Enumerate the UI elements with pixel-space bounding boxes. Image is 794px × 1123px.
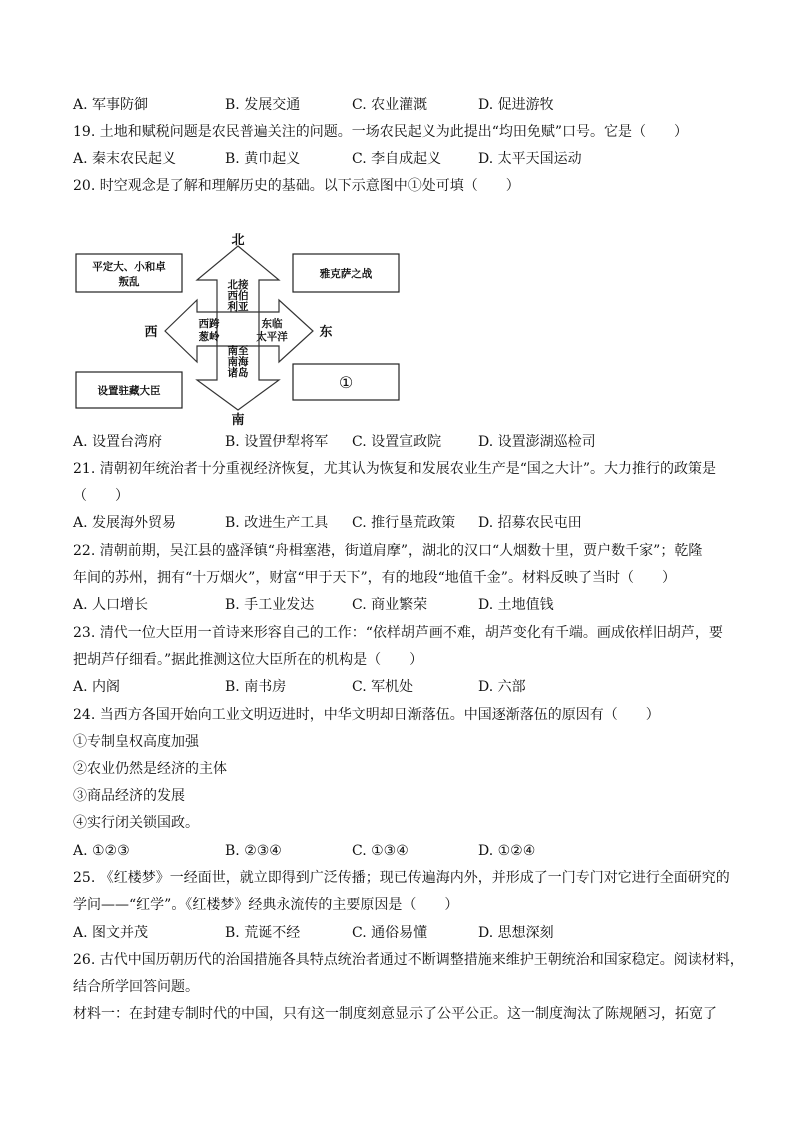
q24-item-4: ④实行闭关锁国政。: [73, 815, 199, 831]
option-c[interactable]: C. 通俗易懂: [352, 925, 428, 941]
option-a[interactable]: A. 军事防御: [73, 97, 149, 113]
box-se-placeholder: ①: [338, 373, 354, 392]
option-d[interactable]: D. 土地值钱: [478, 597, 554, 613]
box-ne-text: 雅克萨之战: [319, 268, 373, 280]
arrow-s-line2: 南海: [227, 356, 249, 368]
q19-options: [73, 149, 733, 169]
option-a[interactable]: A. 设置台湾府: [73, 434, 163, 450]
q24-stem: 24. 当西方各国开始向工业文明迈进时，中华文明却日渐落伍。中国逐渐落伍的原因有（ ）: [73, 707, 660, 723]
arrow-s-line1: 南至: [227, 345, 249, 357]
option-a[interactable]: A. ①②③: [73, 843, 130, 859]
option-a[interactable]: A. 图文并茂: [73, 925, 149, 941]
option-c[interactable]: C. 设置宣政院: [352, 434, 442, 450]
q24-item-3: ③商品经济的发展: [73, 788, 185, 804]
option-a[interactable]: A. 内阁: [73, 679, 121, 695]
q25-stem: 25. 《红楼梦》一经面世，就立即得到广泛传播；现已传遍海内外，并形成了一门专门对它进行全面研究的: [73, 870, 730, 886]
q21-stem-cont: （ ）: [73, 488, 129, 504]
option-a[interactable]: A. 人口增长: [73, 597, 149, 613]
option-d[interactable]: D. 六部: [478, 679, 526, 695]
q23-options: [73, 677, 733, 697]
q24-options: [73, 841, 733, 861]
arrow-n-line2: 西伯: [227, 290, 249, 302]
q24-item-2: ②农业仍然是经济的主体: [73, 761, 227, 777]
label-east: 东: [319, 325, 333, 340]
label-west: 西: [144, 325, 158, 340]
box-nw-line2: 叛乱: [118, 276, 140, 288]
option-b[interactable]: B. 南书房: [225, 679, 287, 695]
option-c[interactable]: C. ①③④: [352, 843, 409, 859]
option-b[interactable]: B. 荒诞不经: [225, 925, 301, 941]
arrow-n-line3: 利亚: [227, 301, 249, 313]
option-b[interactable]: B. 改进生产工具: [225, 515, 329, 531]
q25-stem-cont: 学问——“红学”。《红楼梦》经典永流传的主要原因是（ ）: [73, 897, 459, 913]
arrow-n-line1: 北接: [227, 279, 249, 291]
q22-stem-cont: 年间的苏州，拥有“十万烟火”，财富“甲于天下”，有的地段“地值千金”。材料反映了当时（ ）: [73, 570, 676, 586]
q26-stem-cont: 结合所学回答问题。: [73, 979, 199, 995]
option-d[interactable]: D. 思想深刻: [478, 925, 554, 941]
box-sw-text: 设置驻藏大臣: [97, 385, 161, 397]
q26-stem: 26. 古代中国历朝历代的治国措施各具特点统治者通过不断调整措施来维护王朝统治和国家稳定。阅读材料，: [73, 952, 744, 968]
option-a[interactable]: A. 发展海外贸易: [73, 515, 177, 531]
q21-stem: 21. 清朝初年统治者十分重视经济恢复，尤其认为恢复和发展农业生产是“国之大计”。大力推行的政策是: [73, 461, 717, 477]
label-south: 南: [231, 413, 245, 428]
q22-options: [73, 595, 733, 615]
box-nw-line1: 平定大、小和卓: [92, 261, 166, 273]
option-c[interactable]: C. 李自成起义: [352, 151, 442, 167]
label-north: 北: [231, 233, 245, 248]
arrow-s-line3: 诸岛: [227, 367, 249, 379]
q21-options: [73, 513, 733, 533]
q20-options: [73, 432, 733, 452]
q18-options: [73, 95, 733, 115]
option-c[interactable]: C. 农业灌溉: [352, 97, 428, 113]
option-d[interactable]: D. 太平天国运动: [478, 151, 582, 167]
q26-material-1: 材料一：在封建专制时代的中国，只有这一制度刻意显示了公平公正。这一制度淘汰了陈规陋习，拓宽了: [73, 1006, 717, 1022]
option-c[interactable]: C. 军机处: [352, 679, 414, 695]
q25-options: [73, 923, 733, 943]
option-b[interactable]: B. 设置伊犁将军: [225, 434, 329, 450]
option-b[interactable]: B. 手工业发达: [225, 597, 315, 613]
arrow-w-line1: 西跨: [198, 318, 220, 330]
option-d[interactable]: D. 设置澎湖巡检司: [478, 434, 596, 450]
compass-diagram: [73, 232, 413, 428]
q23-stem-cont: 把胡芦仔细看。”据此推测这位大臣所在的机构是（ ）: [73, 652, 424, 668]
option-d[interactable]: D. 促进游牧: [478, 97, 554, 113]
arrow-e-line2: 太平洋: [256, 331, 288, 343]
option-b[interactable]: B. 黄巾起义: [225, 151, 301, 167]
option-c[interactable]: C. 商业繁荣: [352, 597, 428, 613]
option-c[interactable]: C. 推行垦荒政策: [352, 515, 456, 531]
option-b[interactable]: B. ②③④: [225, 843, 282, 859]
option-d[interactable]: D. 招募农民屯田: [478, 515, 582, 531]
q19-stem: 19. 土地和赋税问题是农民普遍关注的问题。一场农民起义为此提出“均田免赋”口号。它是（ ）: [73, 124, 689, 140]
arrow-w-line2: 葱岭: [198, 331, 220, 343]
q22-stem: 22. 清朝前期，吴江县的盛泽镇“舟楫塞港，街道肩摩”，湖北的汉口“人烟数十里，贾户数千家”；乾隆: [73, 543, 703, 559]
option-d[interactable]: D. ①②④: [478, 843, 536, 859]
q23-stem: 23. 清代一位大臣用一首诗来形容自己的工作：“依样胡芦画不难，胡芦变化有千端。画成依样旧胡芦，要: [73, 625, 723, 641]
arrow-e-line1: 东临: [261, 318, 283, 330]
q20-stem: 20. 时空观念是了解和理解历史的基础。以下示意图中①处可填（ ）: [73, 178, 520, 194]
option-b[interactable]: B. 发展交通: [225, 97, 301, 113]
q20-diagram: [73, 232, 413, 428]
q24-item-1: ①专制皇权高度加强: [73, 734, 199, 750]
option-a[interactable]: A. 秦末农民起义: [73, 151, 177, 167]
